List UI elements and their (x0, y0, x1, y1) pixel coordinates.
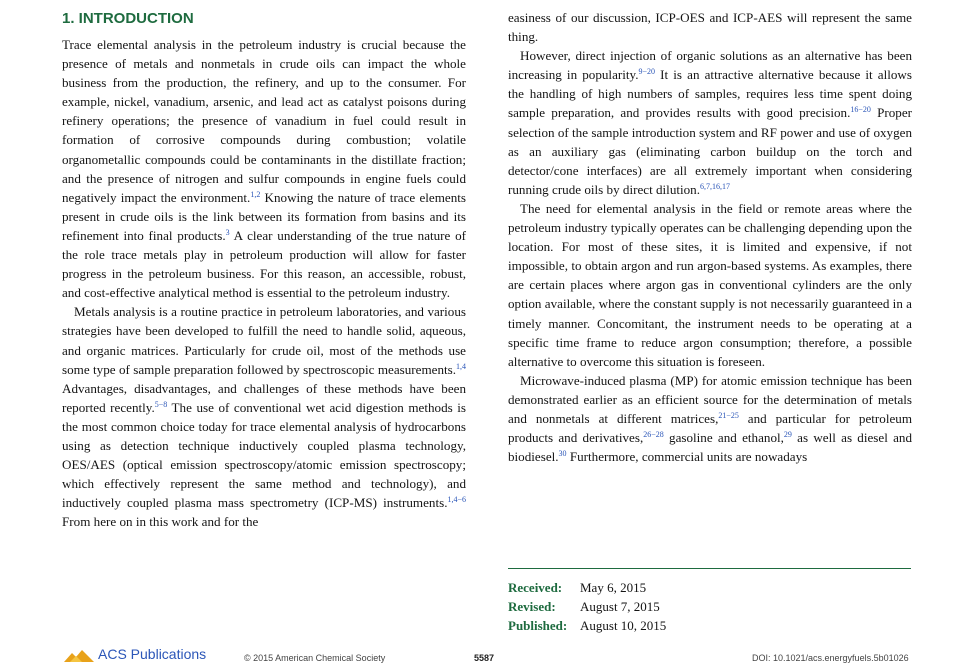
text-run: A clear understanding of the true nature of the role trace metals play in petroleum production will allow for faster progress in the petroleum business. For this reason, an accessible, robust, and cost-effective analytical method is essential to the petroleum industry. (62, 227, 466, 301)
published-row (508, 616, 666, 635)
revised-label: Revised: (508, 599, 556, 614)
revised-date: August 7, 2015 (580, 599, 660, 614)
acs-logo-icon (64, 650, 94, 662)
right-paragraph-0 (508, 8, 912, 46)
text-run: Trace elemental analysis in the petroleum industry is crucial because the presence of metals and nonmetals in crude oils can impact the whole business from the production, the refinery, and up to the consumer. For example, nickel, vanadium, arsenic, and lead act as catalyst poisons during refinery operations; the presence of vanadium in fuel could result in formation of corrosive compounds during combustion; volatile organometallic compounds could be contaminants in the distillate fraction; and the presence of nitrogen and sulfur compounds in engine fuels could negatively impact the environment. (62, 37, 466, 205)
copyright: © 2015 American Chemical Society (244, 653, 386, 663)
right-paragraph-1 (508, 46, 912, 199)
dates-divider (508, 568, 911, 569)
left-paragraph-1 (62, 35, 466, 302)
page-footer (0, 646, 964, 663)
right-column (508, 0, 912, 466)
citation-ref[interactable]: 30 (558, 449, 567, 459)
text-run: The need for elemental analysis in the field or remote areas where the petroleum industry typically operates can be challenging depending upon the location. For most of these sites, it is limited and expensive, if not impossible, to obtain argon and run argon-based systems. As examples, there are certain places where argon gas in conventional cylinders are the only option available, where the constant supply is not necessarily guaranteed in a timely manner. Concomitant, the instrument needs to be operating at a specific time frame to reduce argon consumption; therefore, a possible alternative to overcome this situation is foreseen. (508, 200, 912, 369)
text-run: Microwave-induced plasma (MP) for atomic emission technique has been demonstrated earlier as an efficient source for the determination of metals and nonmetals at different matrices, (508, 372, 912, 426)
revised-row (508, 597, 666, 616)
citation-ref[interactable]: 1,2 (250, 189, 261, 199)
citation-ref[interactable]: 1,4 (456, 361, 466, 371)
text-run: Proper selection of the sample introduction system and RF power and use of oxygen as an auxiliary gas (eliminating carbon buildup on the torch and detector/cone interfaces) are all extremely important when considering running crude oils by direct dilution. (508, 105, 912, 197)
citation-ref[interactable]: 6,7,16,17 (700, 181, 731, 191)
citation-ref[interactable]: 5−8 (154, 399, 168, 409)
text-run: However, direct injection of organic solutions as an alternative has been increasing in popularity. (508, 48, 912, 83)
citation-ref[interactable]: 3 (225, 227, 230, 237)
left-paragraph-2 (62, 302, 466, 531)
section-heading: 1. INTRODUCTION (62, 10, 194, 27)
published-label: Published: (508, 618, 568, 633)
received-label: Received: (508, 580, 563, 595)
text-run: Furthermore, commercial units are nowadays (566, 449, 808, 465)
text-run: Knowing the nature of trace elements present in crude oils is the link between its formation from basins and its refinement into final products. (62, 189, 467, 243)
received-row (508, 578, 666, 597)
doi-link[interactable]: DOI: 10.1021/acs.energyfuels.5b01026 (752, 653, 909, 663)
text-run: Metals analysis is a routine practice in petroleum laboratories, and various strategies have been developed to fulfill the need to handle solid, aqueous, and organic matrices. Particularly for crude oil, most of the methods use some type of sample preparation followed by spectroscopic measurements. (62, 304, 466, 377)
text-run: The use of conventional wet acid digestion methods is the most common choice today for trace elemental analysis of hydrocarbons using as detection technique inductively coupled plasma technology, OES/AES (optical emission spectroscopy/atomic emission spectroscopy; which effectively represent the same method and technology), and inductively coupled plasma mass spectrometry (ICP-MS) instruments. (62, 399, 466, 511)
text-run: From here on in this work and for the (62, 514, 259, 530)
text-run: gasoline and ethanol, (663, 430, 784, 446)
citation-ref[interactable]: 16−20 (850, 105, 871, 115)
publisher-name: ACS Publications (98, 646, 207, 662)
right-paragraph-2 (508, 199, 912, 371)
text-run: Advantages, disadvantages, and challenges of these methods have been reported recently. (62, 380, 466, 415)
citation-ref[interactable]: 1,4−6 (447, 495, 466, 505)
article-history (508, 578, 666, 635)
citation-ref[interactable]: 9−20 (638, 67, 656, 77)
right-paragraph-3 (508, 371, 912, 466)
text-run: as well as diesel and biodiesel. (508, 430, 913, 465)
citation-ref[interactable]: 26−28 (643, 430, 664, 440)
published-date: August 10, 2015 (580, 618, 667, 633)
text-run: and particular for petroleum products and derivatives, (508, 410, 913, 446)
left-column (62, 0, 466, 531)
received-date: May 6, 2015 (580, 580, 647, 595)
citation-ref[interactable]: 29 (783, 430, 792, 440)
text-run: easiness of our discussion, ICP-OES and ICP-AES will represent the same thing. (508, 10, 912, 45)
page-number: 5587 (474, 653, 495, 663)
citation-ref[interactable]: 21−25 (718, 410, 739, 420)
text-run: It is an attractive alternative because it allows the handling of high numbers of samples, requires less time spent doing sample preparation, and provides results with good precision. (508, 67, 912, 121)
